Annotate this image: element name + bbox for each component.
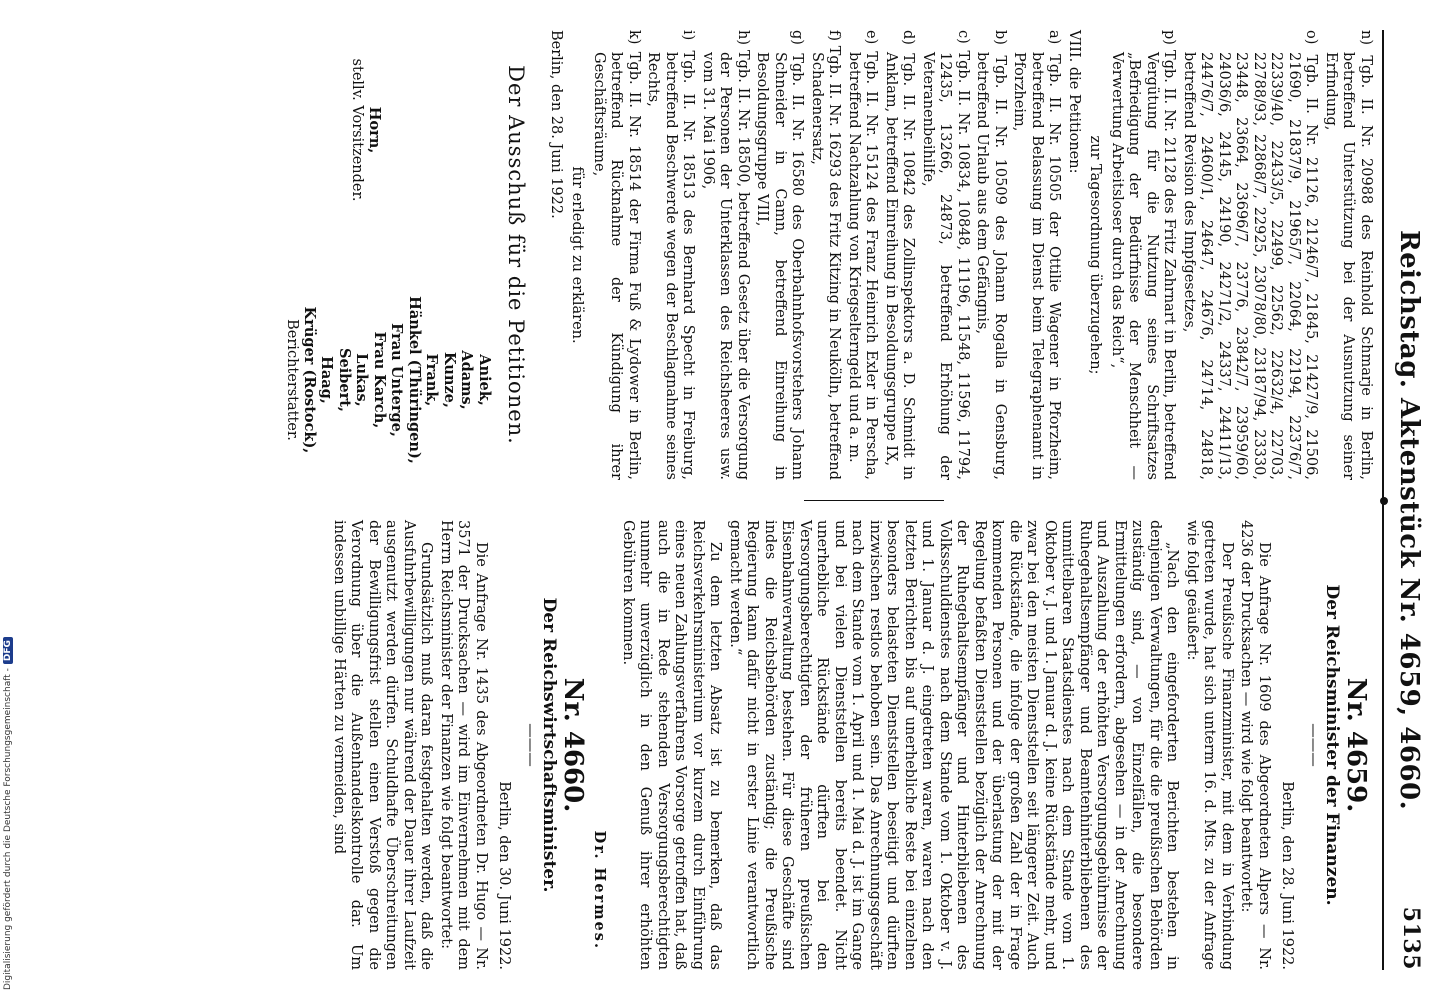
column-divider [804, 500, 944, 501]
chair-name: Horn, [366, 106, 383, 154]
member-name: Frau Unterge, [388, 323, 406, 437]
member-name: Lukas, [353, 353, 371, 407]
body-paragraph: Zu dem letzten Absatz ist zu bemerken, daß das Reichsverkehrsministerium vor kurzem durch Einführung eines neuen Zahlungsverfahrens Vorsorge getroffen hat, daß auch die in Rede stehenden Versorgungsberechtigten nunmehr unverzüglich in den Genuß ihrer erhöhten Gebühren kommen. [620, 520, 724, 970]
petition-item: b) Tgb. II. Nr. 10509 des Johann Rogalla in Gensburg, betreffend Urlaub aus dem Gefängnis, [974, 30, 1008, 480]
ministry-heading: Der Reichswirtschaftsminister. [539, 597, 560, 893]
petition-item: c) Tgb. II. Nr. 10834, 10848, 11196, 11548, 11596, 11794, 12435, 13266, 24873, betreffend Erhöhung der Veteranenbeihilfe, [920, 30, 971, 480]
list-item: p) Tgb. II. Nr. 21128 des Fritz Zahrnart in Berlin, betreffend Vergütung für die Nutzung seines Schriftsatzes „Befriedigung der Bedürfnisse der Menschheit — Verwertung Arbeitsloser durch das Reich“, [1109, 30, 1178, 480]
inquiry-intro: Die Anfrage Nr. 1609 des Abgeordneten Alpers — Nr. 4236 der Drucksachen — wird wie folgt beantwortet: [1238, 520, 1272, 970]
right-column [328, 520, 1375, 970]
binding-dot [1380, 497, 1388, 505]
document-number: Nr. 4659. [1341, 677, 1371, 813]
digitization-credit [3, 637, 13, 990]
member-name: Kunze, [441, 352, 458, 408]
ministry-heading: Der Reichsminister der Finanzen. [1322, 584, 1343, 906]
document-number: Nr. 4660. [558, 677, 588, 813]
separator-dash: ——— [522, 723, 538, 767]
member-name: Frau Karch, [371, 331, 388, 429]
rapporteur-label: Berichterstatter. [284, 319, 301, 441]
member-name: Aniek, [476, 354, 493, 406]
petition-item: e) Tgb. II. Nr. 15124 des Franz Heinrich Exler in Perscha, betreffend Nachzahlung von Kriegselterngeld und a. m. [846, 30, 880, 480]
credit-text: Digitalisierung gefördert durch die Deutsche Forschungsgemeinschaft - [3, 668, 13, 990]
separator-dash: ——— [1305, 723, 1321, 767]
member-name: Haag, [318, 356, 336, 404]
petition-item: k) Tgb. II. Nr. 18514 der Firma Fuß & Lydower in Berlin, betreffend Rücknahme der Kündigung ihrer Geschäftsräume, [591, 30, 642, 480]
member-name: Adams, [458, 350, 476, 410]
committee-heading: Der Ausschuß für die Petitionen. [504, 65, 529, 445]
left-date: Berlin, den 28. Juni 1922. [548, 30, 564, 219]
document-date: Berlin, den 28. Juni 1922. [1279, 781, 1296, 970]
body-paragraph: Grundsätzlich muß daran festgehalten werden, daß die Ausfuhrbewilligungen nur während der Dauer ihrer Laufzeit ausgenutzt werden dürfen. Schuldhafte Überschreitungen der Bewilligungsfrist stellen einen Verstoß gegen die Verordnung über die Außenhandelskontrolle dar. Um indessen unbillige Härten zu vermeiden, sind [331, 520, 435, 970]
document-date: Berlin, den 30. Juni 1922. [496, 781, 513, 970]
section-viii-intro: VIII. die Petitionen: [1066, 30, 1082, 174]
signatories [283, 30, 493, 480]
petition-item: g) Tgb. II. Nr. 16580 des Oberbahnhofsvorstehers Johann Schneider in Camn, betreffend Einreihung in Besoldungsgruppe VIII, [754, 30, 806, 480]
closing-line: für erledigt zu erklären. [569, 166, 586, 344]
petition-item: d) Tgb. II. Nr. 10842 des Zollinspektors a. D. Schmidt in Anklam, betreffend Einreihung in Besoldungsgruppe IX, [883, 30, 917, 480]
petition-item: f) Tgb. II. Nr. 16293 des Fritz Kitzing in Neukölln, betreffend Schadenersatz, [809, 30, 843, 480]
petition-item: h) Tgb. II. Nr. 18500, betreffend Gesetz über die Versorgung der Personen der Unterklassen des Reichsheeres usw. vom 31. Mai 1906, [700, 30, 751, 480]
chair-title: stellv. Vorsitzender. [349, 58, 366, 202]
petition-item: i) Tgb. II. Nr. 18513 des Bernhard Specht in Freiburg, betreffend Beschwerde wegen der Beschlagnahme seines Rechts, [645, 30, 697, 480]
page-number: 5135 [1398, 906, 1424, 970]
member-name: Krüger (Rostock), [301, 306, 318, 454]
member-name: Frank, [423, 353, 441, 407]
signature: Dr. Hermes. [591, 830, 609, 950]
member-list [283, 280, 493, 480]
left-column [283, 30, 1374, 480]
list-item: o) Tgb. II. Nr. 21126, 21246/7, 21845, 21427/9, 21506, 21690, 21837/9, 21965/7, 22064, 22194, 22376/7, 22339/40, 22433/5, 22499, 22562, 22632/4, 22703, 22788/93, 22868/7, 22925, 23078/80, 23187/94, 23330, 23448, 23664, 23696/7, 23776, 23842/7, 23959/60, 24036/6, 24145, 24190, 24271/2, 24337, 24411/13, 24476/7, 24600/1, 24647, 24676, 24714, 24818, betreffend Revision des Impfgesetzes, [1181, 30, 1320, 480]
dfg-logo: DFG [3, 637, 13, 664]
member-name: Hänkel (Thüringen), [406, 296, 423, 464]
member-name: Seibert, [336, 348, 353, 412]
header-title: Reichstag. Aktenstück Nr. 4659, 4660. [1394, 230, 1424, 811]
page-header [1388, 30, 1424, 970]
chair-block [283, 30, 493, 230]
agenda-line: zur Tagesordnung überzugehen; [1087, 135, 1104, 375]
list-item: n) Tgb. II. Nr. 20988 des Reinhold Schmarje in Berlin, betreffend Unterstützung bei der Ausnutzung seiner Erfindung, [1323, 30, 1374, 480]
petition-item: a) Tgb. II. Nr. 10505 der Ottilie Wagener in Pforzheim, betreffend Belassung im Dienst beim Telegraphenamt in Pforzheim, [1011, 30, 1063, 480]
inquiry-intro: Die Anfrage Nr. 1435 des Abgeordneten Dr. Hugo — Nr. 3571 der Drucksachen — wird im Einvernehmen mit dem Herrn Reichsminister der Finanzen wie folgt beantwortet: [438, 520, 489, 970]
body-paragraph: „Nach den eingeforderten Berichten bestehen in denjenigen Verwaltungen, für die die preußischen Behörden zuständig sind, — von Einzelfällen, die besondere Ermittelungen erfordern, abgesehen — in der Anrechnung und Auszahlung der erhöhten Versorgungsgebührnisse der Ruhegehaltsempfänger und Beamtenhinterbliebenen des unmittelbaren Staatsdienstes nach dem Stande vom 1. Oktober v. J. und 1. Januar d. J. keine Rückstände mehr, und zwar bei den meisten Dienststellen seit längerer Zeit. Auch die Rückstände, die infolge der großen Zahl der in Frage kommenden Personen und der überlastung der mit der Regelung befaßten Dienststellen bezüglich der Anrechnung der Ruhegehaltsempfänger und Hinterbliebenen des Volksschuldienstes nach dem Stande vom 1. Oktober v. J. und 1. Januar d. J. eingetreten waren, waren nach den letzten Berichten bis auf unerhebliche Reste bei einzelnen besonders belasteten Dienststellen beseitigt und dürften inzwischen restlos behoben sein. Das Anrechnungsgeschäft nach dem Stande vom 1. April und 1. Mai d. J. ist im Gange und bei vielen Dienststellen bereits beendet. Nicht unerhebliche Rückstände dürften bei den Versorgungsberechtigten der früheren preußischen Eisenbahnverwaltung bestehen. Für diese Geschäfte sind indes die Reichsbehörden zuständig; die Preußische Regierung kann dafür nicht in erster Linie verantwortlich gemacht werden.“ [727, 520, 1181, 970]
body-paragraph: Der Preußische Finanzminister, mit dem in Verbindung getreten wurde, hat sich unterm 16. d. Mts. zu der Anfrage wie folgt geäußert: [1184, 520, 1235, 970]
